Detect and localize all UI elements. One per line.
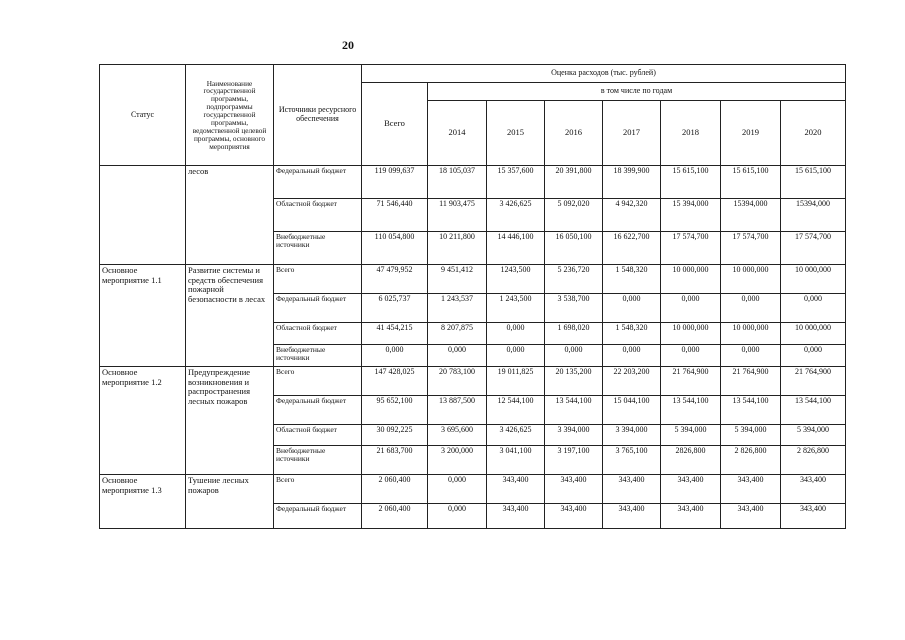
value-cell: 30 092,225 bbox=[362, 425, 428, 446]
value-cell: 343,400 bbox=[661, 475, 721, 504]
year-header: 2014 bbox=[428, 101, 487, 166]
value-cell: 15394,000 bbox=[781, 199, 846, 232]
value-cell: 10 000,000 bbox=[721, 323, 781, 345]
status-cell: Основное мероприятие 1.2 bbox=[100, 367, 186, 475]
value-cell: 13 887,500 bbox=[428, 396, 487, 425]
header-row-1 bbox=[100, 65, 846, 83]
value-cell: 0,000 bbox=[362, 345, 428, 367]
table-row bbox=[100, 367, 846, 396]
status-cell: Основное мероприятие 1.1 bbox=[100, 265, 186, 367]
value-cell: 2 826,800 bbox=[721, 446, 781, 475]
status-cell: Основное мероприятие 1.3 bbox=[100, 475, 186, 529]
expense-header: Оценка расходов (тыс. рублей) bbox=[362, 65, 846, 83]
value-cell: 5 236,720 bbox=[545, 265, 603, 294]
value-cell: 20 391,800 bbox=[545, 166, 603, 199]
value-cell: 17 574,700 bbox=[661, 232, 721, 265]
year-header: 2016 bbox=[545, 101, 603, 166]
value-cell: 343,400 bbox=[781, 504, 846, 529]
source-cell: Областной бюджет bbox=[274, 425, 362, 446]
source-cell: Областной бюджет bbox=[274, 199, 362, 232]
value-cell: 343,400 bbox=[781, 475, 846, 504]
value-cell: 0,000 bbox=[721, 345, 781, 367]
value-cell: 13 544,100 bbox=[721, 396, 781, 425]
year-header: 2015 bbox=[487, 101, 545, 166]
value-cell: 14 446,100 bbox=[487, 232, 545, 265]
value-cell: 10 000,000 bbox=[721, 265, 781, 294]
source-cell: Всего bbox=[274, 475, 362, 504]
value-cell: 13 544,100 bbox=[545, 396, 603, 425]
value-cell: 17 574,700 bbox=[781, 232, 846, 265]
value-cell: 343,400 bbox=[603, 504, 661, 529]
value-cell: 8 207,875 bbox=[428, 323, 487, 345]
value-cell: 71 546,440 bbox=[362, 199, 428, 232]
value-cell: 0,000 bbox=[661, 294, 721, 323]
value-cell: 343,400 bbox=[661, 504, 721, 529]
year-header: 2018 bbox=[661, 101, 721, 166]
value-cell: 3 695,600 bbox=[428, 425, 487, 446]
value-cell: 3 426,625 bbox=[487, 425, 545, 446]
value-cell: 0,000 bbox=[487, 345, 545, 367]
name-cell: Предупреждение возникновения и распространения лесных пожаров bbox=[186, 367, 274, 475]
value-cell: 0,000 bbox=[428, 475, 487, 504]
value-cell: 21 683,700 bbox=[362, 446, 428, 475]
total-header: Всего bbox=[362, 83, 428, 166]
year-header: 2017 bbox=[603, 101, 661, 166]
value-cell: 1 698,020 bbox=[545, 323, 603, 345]
value-cell: 16 622,700 bbox=[603, 232, 661, 265]
source-cell: Внебюджетные источники bbox=[274, 446, 362, 475]
value-cell: 0,000 bbox=[721, 294, 781, 323]
value-cell: 343,400 bbox=[603, 475, 661, 504]
value-cell: 15 615,100 bbox=[661, 166, 721, 199]
value-cell: 21 764,900 bbox=[781, 367, 846, 396]
value-cell: 20 783,100 bbox=[428, 367, 487, 396]
value-cell: 3 394,000 bbox=[545, 425, 603, 446]
name-cell: Тушение лесных пожаров bbox=[186, 475, 274, 529]
value-cell: 18 105,037 bbox=[428, 166, 487, 199]
table-row bbox=[100, 166, 846, 199]
value-cell: 0,000 bbox=[428, 345, 487, 367]
source-cell: Внебюджетные источники bbox=[274, 232, 362, 265]
value-cell: 5 394,000 bbox=[661, 425, 721, 446]
page-number: 20 bbox=[342, 38, 354, 52]
value-cell: 343,400 bbox=[545, 504, 603, 529]
value-cell: 12 544,100 bbox=[487, 396, 545, 425]
name-cell: Развитие системы и средств обеспечения пожарной безопасности в лесах bbox=[186, 265, 274, 367]
table-row bbox=[100, 265, 846, 294]
value-cell: 0,000 bbox=[661, 345, 721, 367]
value-cell: 10 000,000 bbox=[661, 323, 721, 345]
value-cell: 1 243,500 bbox=[487, 294, 545, 323]
value-cell: 15 394,000 bbox=[661, 199, 721, 232]
value-cell: 21 764,900 bbox=[661, 367, 721, 396]
value-cell: 6 025,737 bbox=[362, 294, 428, 323]
value-cell: 0,000 bbox=[487, 323, 545, 345]
value-cell: 11 903,475 bbox=[428, 199, 487, 232]
value-cell: 343,400 bbox=[721, 504, 781, 529]
source-cell: Федеральный бюджет bbox=[274, 166, 362, 199]
source-cell: Федеральный бюджет bbox=[274, 294, 362, 323]
value-cell: 3 200,000 bbox=[428, 446, 487, 475]
value-cell: 16 050,100 bbox=[545, 232, 603, 265]
status-header: Статус bbox=[100, 65, 186, 166]
source-cell: Всего bbox=[274, 367, 362, 396]
value-cell: 47 479,952 bbox=[362, 265, 428, 294]
value-cell: 0,000 bbox=[545, 345, 603, 367]
value-cell: 15 357,600 bbox=[487, 166, 545, 199]
source-cell: Федеральный бюджет bbox=[274, 396, 362, 425]
value-cell: 15 044,100 bbox=[603, 396, 661, 425]
value-cell: 20 135,200 bbox=[545, 367, 603, 396]
source-cell: Областной бюджет bbox=[274, 323, 362, 345]
value-cell: 13 544,100 bbox=[661, 396, 721, 425]
value-cell: 343,400 bbox=[545, 475, 603, 504]
value-cell: 2826,800 bbox=[661, 446, 721, 475]
year-header: 2019 bbox=[721, 101, 781, 166]
value-cell: 9 451,412 bbox=[428, 265, 487, 294]
value-cell: 0,000 bbox=[428, 504, 487, 529]
value-cell: 3 394,000 bbox=[603, 425, 661, 446]
value-cell: 3 041,100 bbox=[487, 446, 545, 475]
status-cell bbox=[100, 166, 186, 265]
value-cell: 13 544,100 bbox=[781, 396, 846, 425]
value-cell: 3 197,100 bbox=[545, 446, 603, 475]
value-cell: 0,000 bbox=[603, 294, 661, 323]
value-cell: 110 054,800 bbox=[362, 232, 428, 265]
value-cell: 0,000 bbox=[781, 345, 846, 367]
value-cell: 2 826,800 bbox=[781, 446, 846, 475]
value-cell: 3 538,700 bbox=[545, 294, 603, 323]
source-cell: Внебюджетные источники bbox=[274, 345, 362, 367]
value-cell: 1243,500 bbox=[487, 265, 545, 294]
name-cell: лесов bbox=[186, 166, 274, 265]
year-header: 2020 bbox=[781, 101, 846, 166]
value-cell: 1 548,320 bbox=[603, 323, 661, 345]
value-cell: 95 652,100 bbox=[362, 396, 428, 425]
value-cell: 41 454,215 bbox=[362, 323, 428, 345]
value-cell: 3 765,100 bbox=[603, 446, 661, 475]
value-cell: 343,400 bbox=[487, 475, 545, 504]
value-cell: 5 394,000 bbox=[721, 425, 781, 446]
budget-table bbox=[99, 64, 846, 529]
by-years-header: в том числе по годам bbox=[428, 83, 846, 101]
value-cell: 119 099,637 bbox=[362, 166, 428, 199]
value-cell: 147 428,025 bbox=[362, 367, 428, 396]
name-header: Наименование государственной программы, подпрограммы государственной программы, ведомственной целевой программы, основного мероприятия bbox=[186, 65, 274, 166]
value-cell: 343,400 bbox=[721, 475, 781, 504]
value-cell: 22 203,200 bbox=[603, 367, 661, 396]
value-cell: 15394,000 bbox=[721, 199, 781, 232]
value-cell: 3 426,625 bbox=[487, 199, 545, 232]
value-cell: 5 394,000 bbox=[781, 425, 846, 446]
value-cell: 15 615,100 bbox=[781, 166, 846, 199]
table-row bbox=[100, 475, 846, 504]
value-cell: 1 243,537 bbox=[428, 294, 487, 323]
value-cell: 10 000,000 bbox=[781, 323, 846, 345]
value-cell: 18 399,900 bbox=[603, 166, 661, 199]
value-cell: 343,400 bbox=[487, 504, 545, 529]
value-cell: 2 060,400 bbox=[362, 504, 428, 529]
source-cell: Всего bbox=[274, 265, 362, 294]
value-cell: 21 764,900 bbox=[721, 367, 781, 396]
value-cell: 0,000 bbox=[603, 345, 661, 367]
value-cell: 4 942,320 bbox=[603, 199, 661, 232]
value-cell: 1 548,320 bbox=[603, 265, 661, 294]
value-cell: 10 000,000 bbox=[781, 265, 846, 294]
source-header: Источники ресурсного обеспечения bbox=[274, 65, 362, 166]
source-cell: Федеральный бюджет bbox=[274, 504, 362, 529]
value-cell: 10 211,800 bbox=[428, 232, 487, 265]
value-cell: 17 574,700 bbox=[721, 232, 781, 265]
value-cell: 10 000,000 bbox=[661, 265, 721, 294]
value-cell: 2 060,400 bbox=[362, 475, 428, 504]
value-cell: 5 092,020 bbox=[545, 199, 603, 232]
value-cell: 19 011,825 bbox=[487, 367, 545, 396]
value-cell: 15 615,100 bbox=[721, 166, 781, 199]
value-cell: 0,000 bbox=[781, 294, 846, 323]
